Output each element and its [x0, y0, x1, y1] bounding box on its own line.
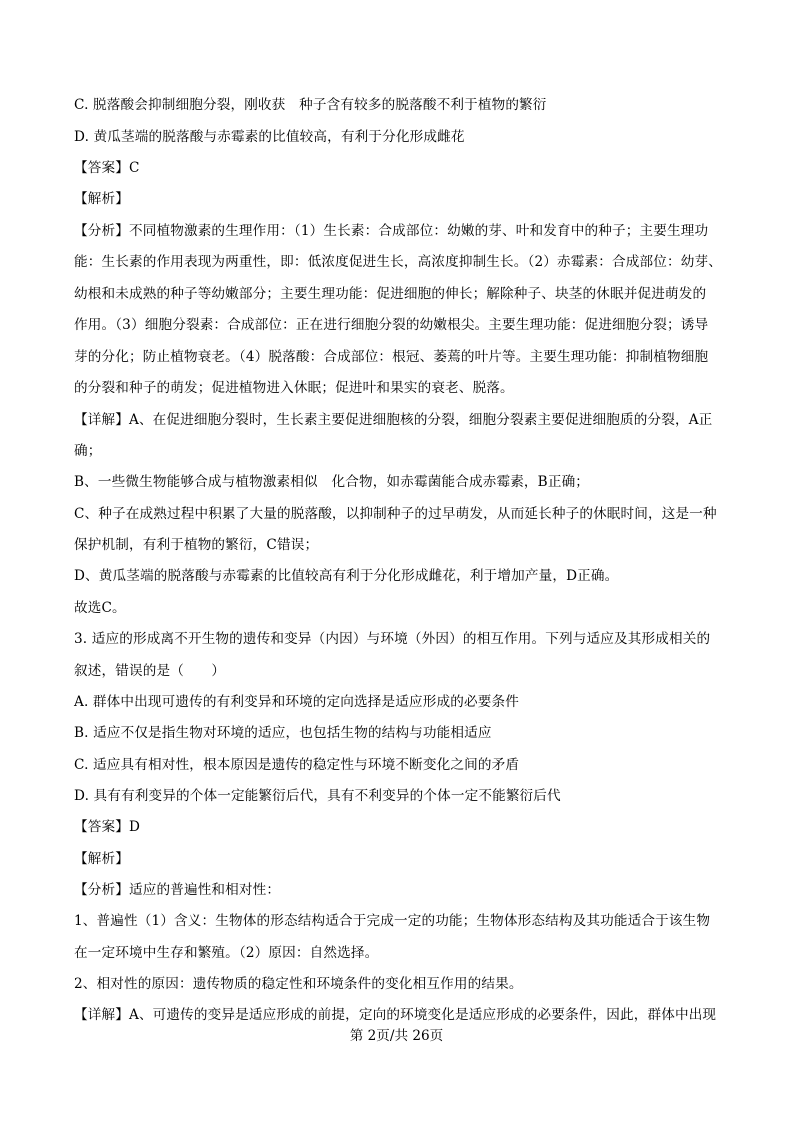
- q3-analysis-line-4: 2、相对性的原因：遗传物质的稳定性和环境条件的变化相互作用的结果。: [74, 976, 523, 992]
- analysis-heading: 【解析】: [74, 191, 129, 207]
- detail-line-2: 确；: [74, 443, 102, 459]
- analysis-line-4: 作用。（3）细胞分裂素：合成部位：正在进行细胞分裂的幼嫩根尖。主要生理功能：促进细胞分裂；诱导: [74, 317, 709, 333]
- detail-line-1: 【详解】A、在促进细胞分裂时，生长素主要促进细胞核的分裂，细胞分裂素主要促进细胞质的分裂，A正: [74, 412, 713, 428]
- page-footer: 第 2页/共 26页: [349, 1028, 444, 1044]
- option-c-line: C. 脱落酸会抑制细胞分裂，刚收获 种子含有较多的脱落酸不利于植物的繁衍: [74, 97, 547, 113]
- analysis-line-6: 的分裂和种子的萌发；促进植物进入休眠；促进叶和果实的衰老、脱落。: [74, 380, 514, 396]
- option-d-line: D. 黄瓜茎端的脱落酸与赤霉素的比值较高，有利于分化形成雌花: [74, 129, 465, 145]
- q3-option-c: C. 适应具有相对性，根本原因是遗传的稳定性与环境不断变化之间的矛盾: [74, 757, 520, 773]
- detail-line-d: D、黄瓜茎端的脱落酸与赤霉素的比值较高有利于分化形成雌花，利于增加产量，D正确。: [74, 568, 619, 584]
- q3-analysis-heading: 【解析】: [74, 851, 129, 867]
- q3-option-b: B. 适应不仅是指生物对环境的适应，也包括生物的结构与功能相适应: [74, 725, 492, 741]
- analysis-line-2: 能：生长素的作用表现为两重性，即：低浓度促进生长，高浓度抑制生长。（2）赤霉素：合成部位：幼芽、: [74, 254, 722, 270]
- q3-option-a: A. 群体中出现可遗传的有利变异和环境的定向选择是适应形成的必要条件: [74, 694, 519, 710]
- answer-line: 【答案】C: [74, 160, 140, 176]
- analysis-line-3: 幼根和未成熟的种子等幼嫩部分；主要生理功能：促进细胞的伸长；解除种子、块茎的休眠并促进萌发的: [74, 286, 707, 302]
- q3-detail-line-1: 【详解】A、可遗传的变异是适应形成的前提，定向的环境变化是适应形成的必要条件，因此，群体中出现: [74, 1007, 717, 1023]
- question-3-line-1: 3. 适应的形成离不开生物的遗传和变异（内因）与环境（外因）的相互作用。下列与适应及其形成相关的: [74, 631, 711, 647]
- detail-line-b: B、一些微生物能够合成与植物激素相似 化合物，如赤霉菌能合成赤霉素，B正确；: [74, 474, 590, 490]
- choice-line: 故选C。: [74, 600, 126, 616]
- detail-line-c1: C、种子在成熟过程中积累了大量的脱落酸，以抑制种子的过早萌发，从而延长种子的休眠时间，这是一种: [74, 506, 717, 522]
- question-3-line-2: 叙述，错误的是（ ）: [74, 663, 226, 679]
- analysis-line-5: 芽的分化；防止植物衰老。（4）脱落酸：合成部位：根冠、萎蔫的叶片等。主要生理功能：抑制植物细胞: [74, 349, 709, 365]
- q3-analysis-line-2: 1、普遍性（1）含义：生物体的形态结构适合于完成一定的功能；生物体形态结构及其功能适合于该生物: [74, 913, 711, 929]
- q3-analysis-line-1: 【分析】适应的普遍性和相对性：: [74, 882, 281, 898]
- q3-answer-line: 【答案】D: [74, 819, 141, 835]
- detail-line-c2: 保护机制，有利于植物的繁衍，C错误；: [74, 537, 319, 553]
- q3-analysis-line-3: 在一定环境中生存和繁殖。（2）原因：自然选择。: [74, 945, 379, 961]
- q3-option-d: D. 具有有利变异的个体一定能繁衍后代，具有不利变异的个体一定不能繁衍后代: [74, 788, 561, 804]
- analysis-line-1: 【分析】不同植物激素的生理作用：（1）生长素：合成部位：幼嫩的芽、叶和发育中的种子；主要生理功: [74, 223, 709, 239]
